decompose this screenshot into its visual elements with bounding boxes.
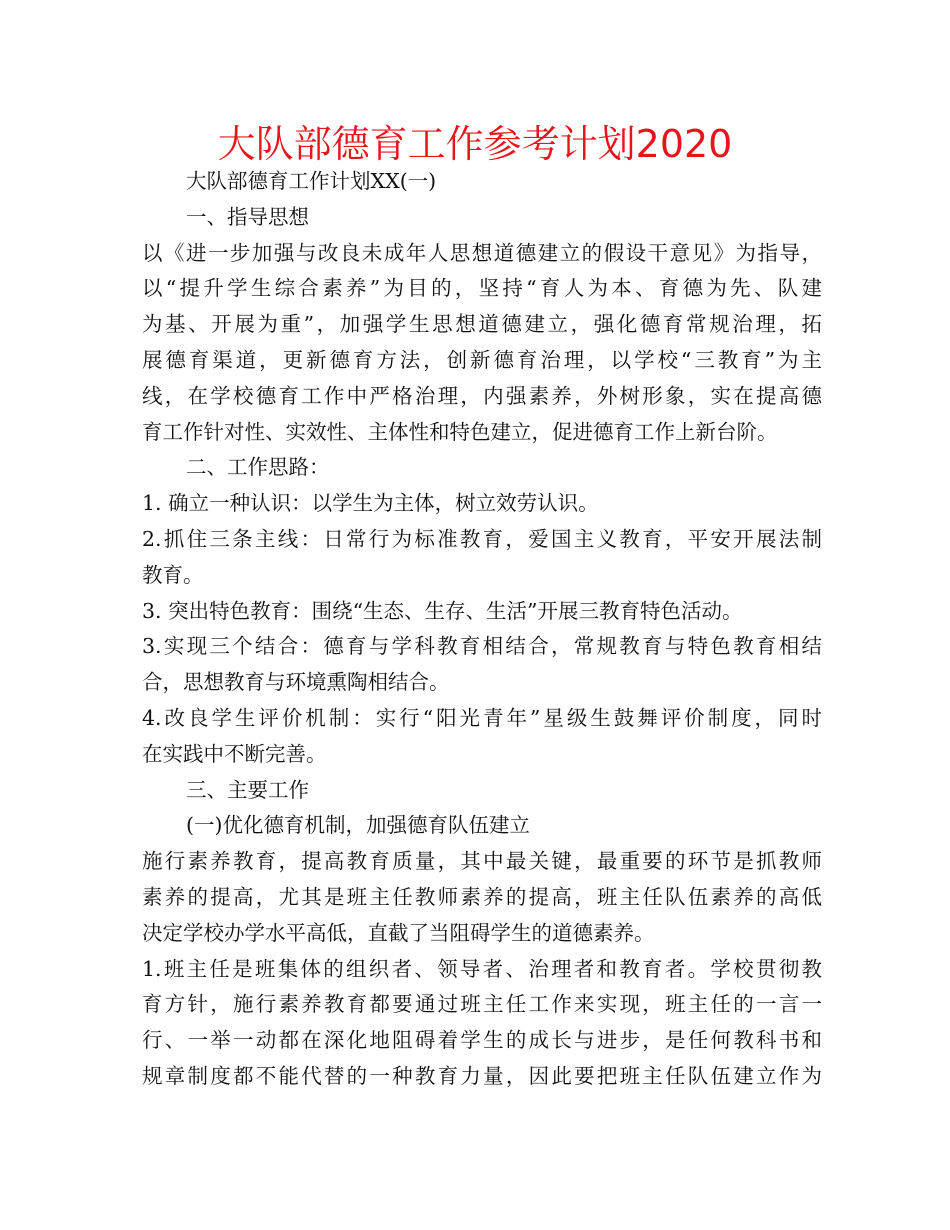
text-line: 行、一举一动都在深化地阻碍着学生的成长与进步，是任何教科书和 xyxy=(142,1028,822,1053)
text-line: 二、工作思路： xyxy=(186,455,330,480)
text-line: 教育。 xyxy=(142,562,204,587)
text-line: 2.抓住三条主线：日常行为标准教育，爱国主义教育，平安开展法制 xyxy=(142,526,822,551)
text-line: 3. 突出特色教育：围绕“生态、生存、生活”开展三教育特色活动。 xyxy=(142,598,743,623)
text-line: 线，在学校德育工作中严格治理，内强素养，外树形象，实在提高德 xyxy=(142,383,822,408)
text-line: 施行素养教育，提高教育质量，其中最关键，最重要的环节是抓教师 xyxy=(142,849,822,874)
text-line: (一)优化德育机制，加强德育队伍建立 xyxy=(186,813,530,838)
text-line: 4.改良学生评价机制：实行“阳光青年”星级生鼓舞评价制度，同时 xyxy=(142,705,822,730)
text-line: 规章制度都不能代替的一种教育力量，因此要把班主任队伍建立作为 xyxy=(142,1063,822,1088)
text-line: 以“提升学生综合素养”为目的，坚持“育人为本、育德为先、队建 xyxy=(142,276,822,301)
text-line: 一、指导思想 xyxy=(186,204,309,229)
text-line: 为基、开展为重”，加强学生思想道德建立，强化德育常规治理，拓 xyxy=(142,312,822,337)
text-line: 在实践中不断完善。 xyxy=(142,741,327,766)
text-line: 决定学校办学水平高低，直截了当阻碍学生的道德素养。 xyxy=(142,920,655,945)
text-line: 1. 确立一种认识：以学生为主体，树立效劳认识。 xyxy=(142,491,599,516)
text-line: 三、主要工作 xyxy=(186,777,309,802)
document-body xyxy=(142,164,822,1095)
document-title: 大队部德育工作参考计划2020 xyxy=(217,122,733,166)
text-line: 大队部德育工作计划XX(一) xyxy=(186,169,437,193)
text-line: 展德育渠道，更新德育方法，创新德育治理，以学校“三教育”为主 xyxy=(142,347,822,372)
text-line: 育工作针对性、实效性、主体性和特色建立，促进德育工作上新台阶。 xyxy=(142,419,778,444)
text-line: 合，思想教育与环境熏陶相结合。 xyxy=(142,670,450,695)
text-line: 素养的提高，尤其是班主任教师素养的提高，班主任队伍素养的高低 xyxy=(142,884,822,909)
text-line: 育方针，施行素养教育都要通过班主任工作来实现，班主任的一言一 xyxy=(142,992,822,1017)
text-line: 3.实现三个结合：德育与学科教育相结合，常规教育与特色教育相结 xyxy=(142,634,822,659)
text-line: 1.班主任是班集体的组织者、领导者、治理者和教育者。学校贯彻教 xyxy=(142,956,822,981)
text-line: 以《进一步加强与改良未成年人思想道德建立的假设干意见》为指导， xyxy=(142,240,822,265)
